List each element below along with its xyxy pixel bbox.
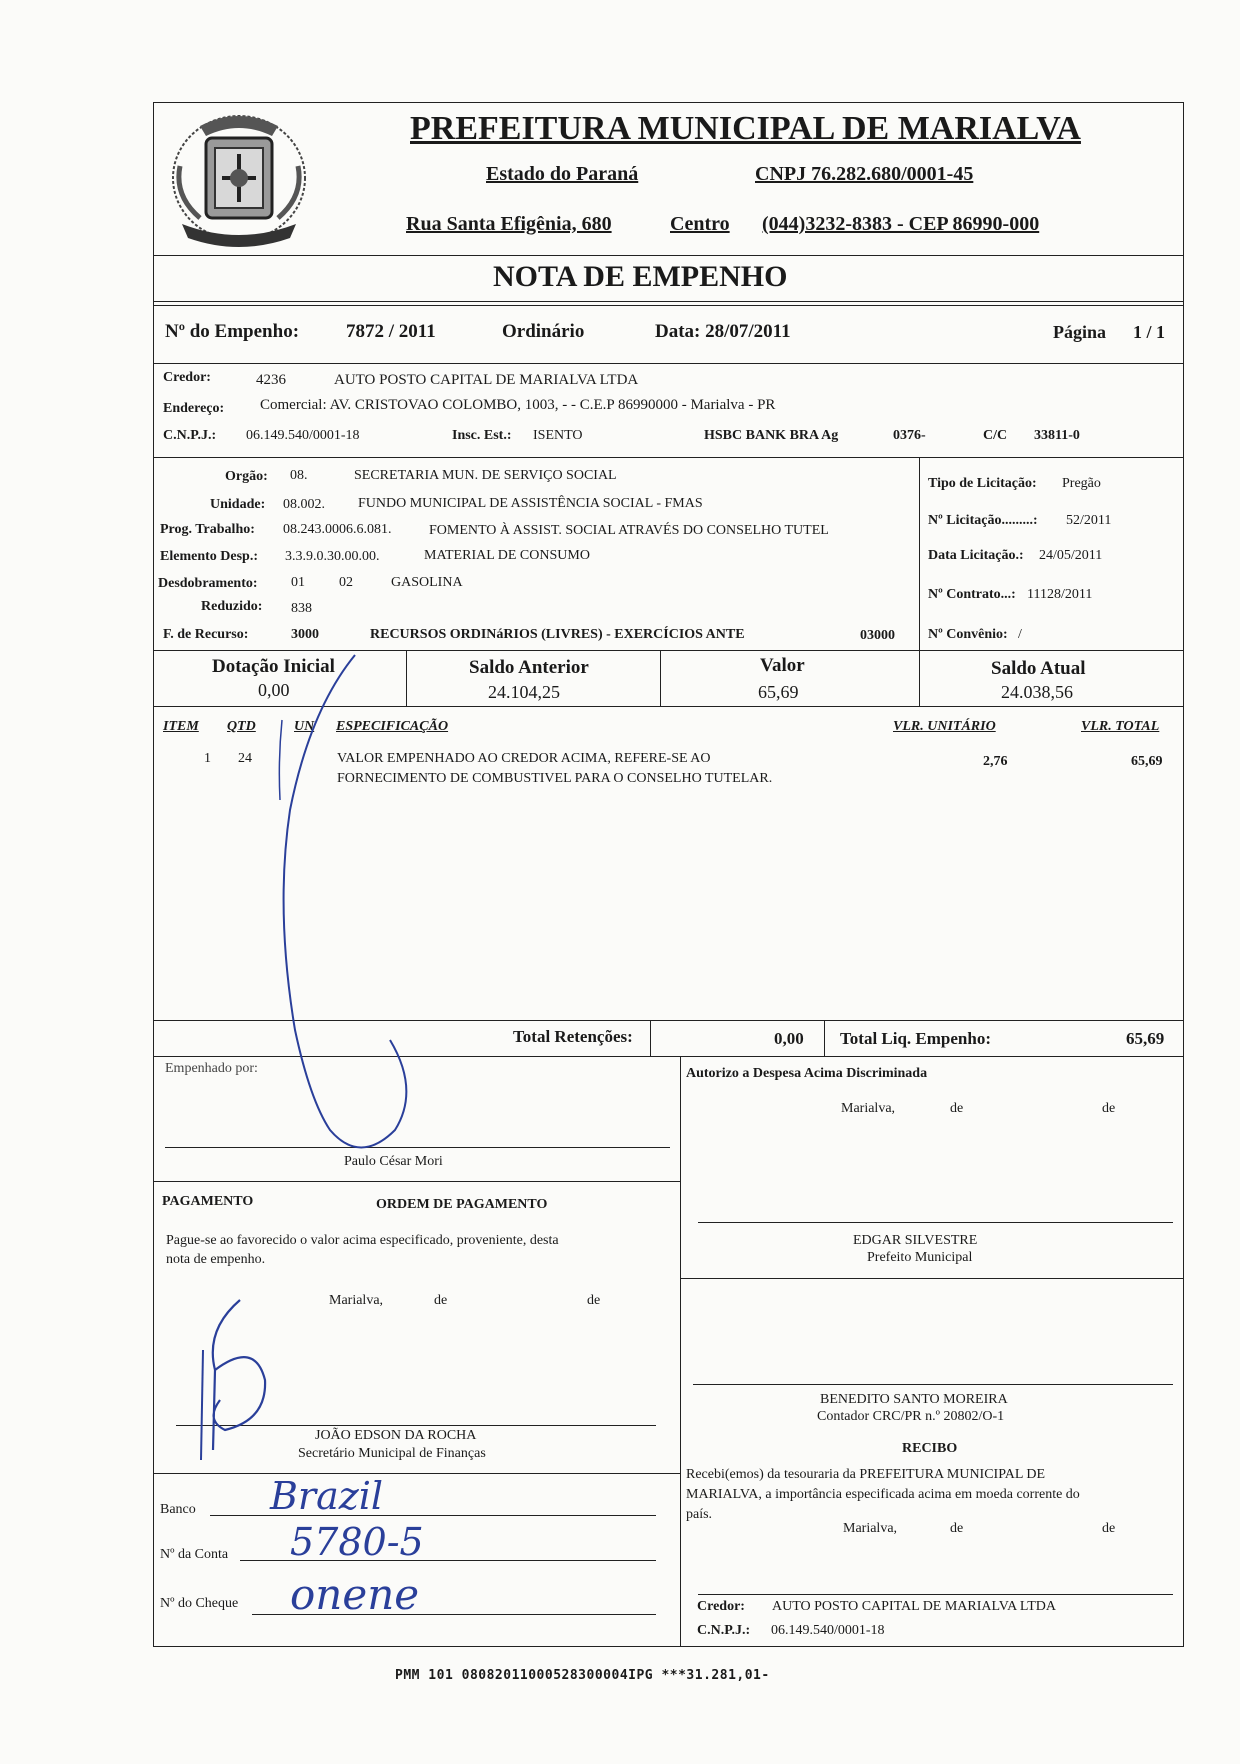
secretario-role: Secretário Municipal de Finanças: [298, 1446, 486, 1461]
pagamento-text-1: Pague-se ao favorecido o valor acima especificado, proveniente, desta: [166, 1233, 559, 1248]
empenho-number: 7872 / 2011: [346, 321, 436, 342]
row-item: 1: [204, 751, 211, 766]
recibo-cnpj-label: C.N.P.J.:: [697, 1623, 751, 1638]
city-hall-address: Rua Santa Efigênia, 680: [406, 213, 612, 235]
insc-value: ISENTO: [533, 428, 583, 443]
prog-label: Prog. Trabalho:: [160, 522, 255, 537]
credor-name: AUTO POSTO CAPITAL DE MARIALVA LTDA: [334, 372, 639, 388]
contrato-value: 11128/2011: [1027, 587, 1093, 602]
recibo-cnpj: 06.149.540/0001-18: [771, 1623, 885, 1638]
signature-mark-icon: [270, 650, 440, 1170]
autorizo-de-1: de: [950, 1101, 964, 1116]
conta-label: Nº da Conta: [160, 1547, 229, 1562]
empenho-label: Nº do Empenho:: [165, 321, 300, 342]
desdobramento-1: 01: [291, 575, 305, 590]
pagamento-city: Marialva,: [329, 1293, 384, 1308]
dotacao-label: Dotação Inicial: [212, 656, 335, 677]
recibo-de-1: de: [950, 1521, 964, 1536]
desdobramento-2: 02: [339, 575, 353, 590]
elemento-name: MATERIAL DE CONSUMO: [424, 548, 590, 563]
unidade-name: FUNDO MUNICIPAL DE ASSISTÊNCIA SOCIAL - FMAS: [358, 496, 703, 511]
coat-of-arms-icon: [160, 106, 318, 256]
ordem-pagamento: ORDEM DE PAGAMENTO: [376, 1197, 548, 1212]
valor-value: 65,69: [758, 682, 799, 702]
data-licitacao-label: Data Licitação.:: [928, 548, 1024, 563]
contador-name: BENEDITO SANTO MOREIRA: [820, 1392, 1008, 1407]
secretario-name: JOÃO EDSON DA ROCHA: [315, 1428, 477, 1443]
unidade-code: 08.002.: [283, 497, 325, 512]
saldo-anterior-label: Saldo Anterior: [469, 657, 589, 678]
unidade-label: Unidade:: [210, 497, 266, 512]
row-spec-line-2: FORNECIMENTO DE COMBUSTIVEL PARA O CONSELHO TUTELAR.: [337, 771, 773, 786]
autorizo-text: Autorizo a Despesa Acima Discriminada: [686, 1066, 928, 1081]
banco-label: Banco: [160, 1502, 196, 1517]
credor-cnpj: 06.149.540/0001-18: [246, 428, 360, 443]
dotacao-value: 0,00: [258, 680, 290, 700]
elemento-label: Elemento Desp.:: [160, 549, 258, 564]
orgao-label: Orgão:: [225, 469, 268, 484]
contador-role: Contador CRC/PR n.º 20802/O-1: [817, 1409, 1005, 1424]
row-unit-value: 2,76: [983, 754, 1008, 769]
row-spec-line-1: VALOR EMPENHADO AO CREDOR ACIMA, REFERE-SE AO: [337, 751, 711, 766]
saldo-atual-value: 24.038,56: [1001, 682, 1073, 702]
convenio-label: Nº Convênio:: [928, 627, 1008, 642]
recibo-credor: AUTO POSTO CAPITAL DE MARIALVA LTDA: [772, 1599, 1056, 1614]
cheque-handwritten: onene: [290, 1570, 420, 1619]
pagamento-de-2: de: [587, 1293, 601, 1308]
elemento-code: 3.3.9.0.30.00.00.: [285, 549, 380, 564]
recibo-text-1: Recebi(emos) da tesouraria da PREFEITURA MUNICIPAL DE: [686, 1467, 1046, 1482]
address-label: Endereço:: [163, 401, 225, 416]
liquido-value: 65,69: [1126, 1029, 1165, 1048]
state-name: Estado do Paraná: [486, 163, 639, 185]
col-total-value: VLR. TOTAL: [1081, 719, 1160, 734]
saldo-anterior-value: 24.104,25: [488, 682, 560, 702]
credor-address: Comercial: AV. CRISTOVAO COLOMBO, 1003, - - C.E.P 86990000 - Marialva - PR: [260, 397, 776, 413]
recibo-text-2: MARIALVA, a importância especificada acima em moeda corrente do: [686, 1487, 1080, 1502]
valor-label: Valor: [760, 655, 805, 676]
col-un: UN: [294, 719, 315, 734]
city-hall-cnpj: CNPJ 76.282.680/0001-45: [755, 163, 974, 185]
prog-code: 08.243.0006.6.081.: [283, 522, 392, 537]
credor-code: 4236: [256, 372, 286, 388]
num-licitacao-value: 52/2011: [1066, 513, 1112, 528]
document-title: NOTA DE EMPENHO: [493, 260, 788, 293]
recibo-text-3: país.: [686, 1507, 713, 1522]
fonte-code: 3000: [291, 627, 319, 642]
conta-handwritten: 5780-5: [290, 1520, 424, 1564]
autorizo-de-2: de: [1102, 1101, 1116, 1116]
prefeito-role: Prefeito Municipal: [867, 1250, 973, 1265]
recibo-de-2: de: [1102, 1521, 1116, 1536]
liquido-label: Total Liq. Empenho:: [840, 1029, 991, 1048]
row-total-value: 65,69: [1131, 754, 1163, 769]
pagamento-text-2: nota de empenho.: [166, 1252, 266, 1267]
recibo-credor-label: Credor:: [697, 1599, 745, 1614]
footer-code: PMM 101 08082011000528300004IPG ***31.281,01-: [395, 1668, 770, 1683]
retencoes-label: Total Retenções:: [513, 1027, 633, 1046]
col-unit-value: VLR. UNITÁRIO: [893, 719, 996, 734]
tipo-licitacao-value: Pregão: [1062, 476, 1101, 491]
credor-label: Credor:: [163, 370, 211, 385]
autorizo-city: Marialva,: [841, 1101, 896, 1116]
insc-label: Insc. Est.:: [452, 428, 512, 443]
orgao-name: SECRETARIA MUN. DE SERVIÇO SOCIAL: [354, 468, 617, 483]
empenho-date: Data: 28/07/2011: [655, 321, 791, 342]
contrato-label: Nº Contrato...:: [928, 587, 1016, 602]
reduzido-value: 838: [291, 601, 312, 616]
reduzido-label: Reduzido:: [201, 599, 263, 614]
city-hall-district: Centro: [670, 213, 730, 235]
row-qtd: 24: [238, 751, 252, 766]
recibo-title: RECIBO: [902, 1441, 958, 1456]
prog-name: FOMENTO À ASSIST. SOCIAL ATRAVÉS DO CONSELHO TUTEL: [429, 523, 829, 538]
fonte-number: 03000: [860, 628, 895, 643]
tipo-licitacao-label: Tipo de Licitação:: [928, 476, 1037, 491]
page-number: 1 / 1: [1133, 322, 1166, 342]
col-especificacao: ESPECIFICAÇÃO: [336, 719, 449, 734]
signature-initials-icon: [195, 1290, 285, 1470]
saldo-atual-label: Saldo Atual: [991, 658, 1086, 679]
city-hall-phone-cep: (044)3232-8383 - CEP 86990-000: [762, 213, 1040, 235]
num-licitacao-label: Nº Licitação.........:: [928, 513, 1038, 528]
bank-agency: 0376-: [893, 428, 926, 443]
desdobramento-label: Desdobramento:: [158, 576, 258, 591]
cc-label: C/C: [983, 428, 1008, 443]
empenhado-por-name: Paulo César Mori: [344, 1154, 443, 1169]
retencoes-value: 0,00: [774, 1029, 804, 1048]
col-item: ITEM: [163, 719, 199, 734]
cc-value: 33811-0: [1034, 428, 1080, 443]
orgao-code: 08.: [290, 468, 308, 483]
credor-cnpj-label: C.N.P.J.:: [163, 428, 217, 443]
page-label: Página: [1053, 322, 1107, 342]
fonte-name: RECURSOS ORDINáRIOS (LIVRES) - EXERCÍCIOS ANTE: [370, 627, 745, 642]
pagamento-de-1: de: [434, 1293, 448, 1308]
convenio-value: /: [1018, 627, 1022, 642]
empenho-type: Ordinário: [502, 321, 585, 342]
banco-handwritten: Brazil: [270, 1474, 384, 1518]
empenhado-por-label: Empenhado por:: [165, 1061, 258, 1076]
desdobramento-name: GASOLINA: [391, 575, 463, 590]
fonte-label: F. de Recurso:: [163, 627, 249, 642]
bank-name: HSBC BANK BRA Ag: [704, 428, 839, 443]
pagamento-label: PAGAMENTO: [162, 1194, 254, 1209]
data-licitacao-value: 24/05/2011: [1039, 548, 1103, 563]
recibo-city: Marialva,: [843, 1521, 898, 1536]
city-hall-title: PREFEITURA MUNICIPAL DE MARIALVA: [410, 110, 1081, 147]
prefeito-name: EDGAR SILVESTRE: [853, 1233, 978, 1248]
col-qtd: QTD: [227, 719, 256, 734]
cheque-label: Nº do Cheque: [160, 1596, 239, 1611]
